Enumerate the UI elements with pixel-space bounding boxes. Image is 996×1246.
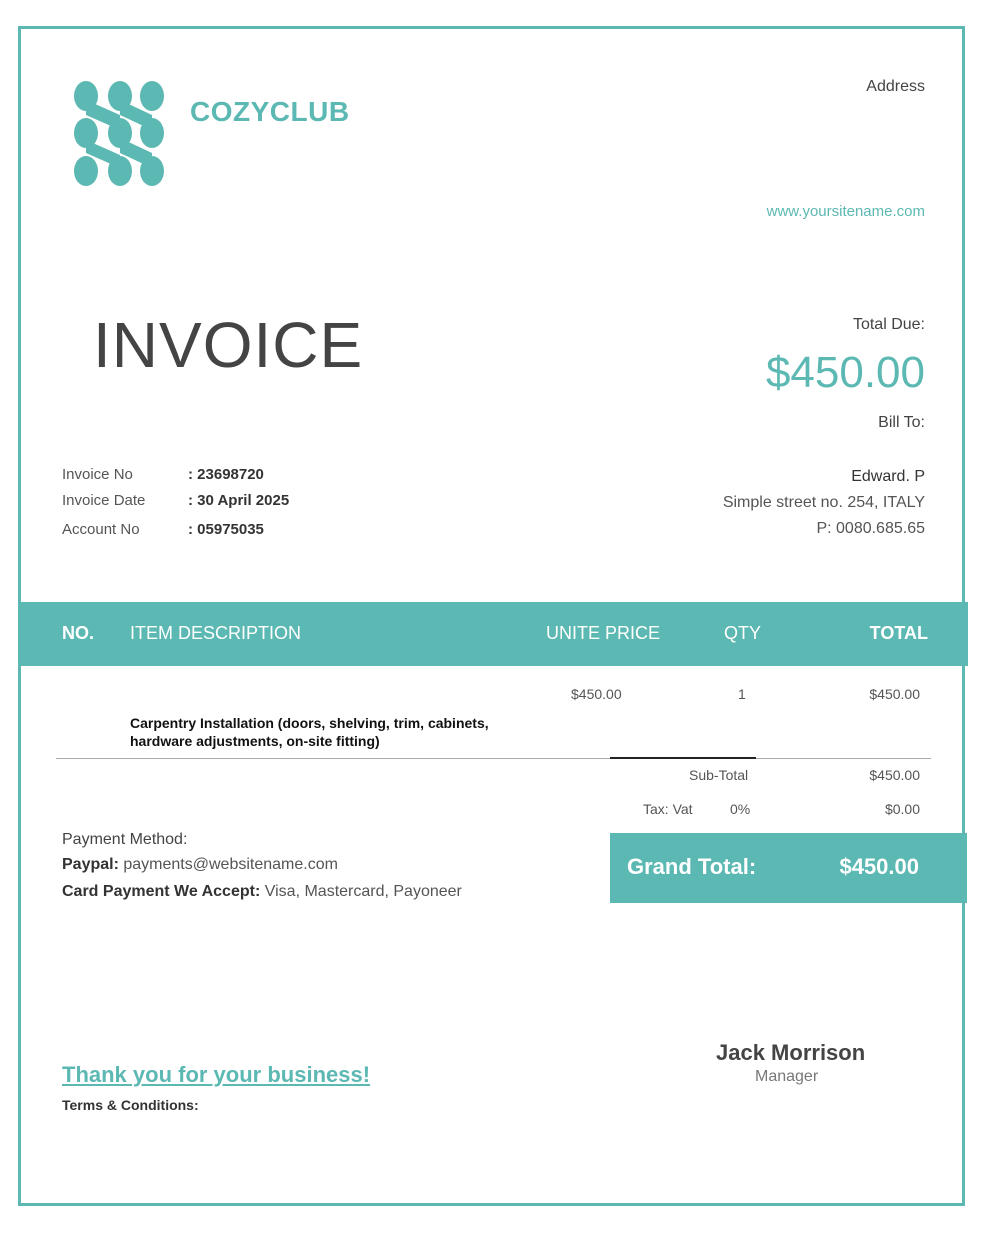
table-divider — [56, 758, 931, 759]
total-due-label: Total Due: — [852, 316, 925, 333]
company-address: Address — [866, 78, 925, 95]
dot-grid-logo-icon — [72, 80, 168, 188]
grand-total-value: $450.00 — [839, 854, 919, 879]
items-table-header — [18, 602, 968, 666]
account-no-value: : 05975035 — [188, 521, 264, 538]
card-payment-line — [62, 883, 462, 901]
row-qty: 1 — [738, 686, 746, 702]
header-qty: QTY — [724, 623, 762, 643]
row-unit-price: $450.00 — [571, 686, 622, 702]
bill-to-block — [723, 464, 925, 542]
total-due-amount: $450.00 — [765, 348, 925, 397]
bill-to-label: Bill To: — [878, 414, 925, 431]
invoice-date-label: Invoice Date — [62, 492, 146, 509]
subtotal-label: Sub-Total — [689, 767, 749, 783]
signer-role: Manager — [755, 1068, 819, 1085]
invoice-no-value: : 23698720 — [188, 466, 264, 483]
row-total: $450.00 — [869, 686, 920, 702]
row-description: Carpentry Installation (doors, shelving, trim, cabinets, hardware adjustments, on-site fitting) — [130, 715, 489, 749]
header-no: NO. — [62, 623, 95, 643]
paypal-line — [62, 856, 338, 874]
terms-conditions-label: Terms & Conditions: — [62, 1097, 199, 1113]
thank-you-message: Thank you for your business! — [62, 1062, 371, 1087]
tax-rate: 0% — [730, 801, 751, 817]
header-description: ITEM DESCRIPTION — [130, 623, 302, 643]
header-price: UNITE PRICE — [546, 623, 661, 643]
signer-name: Jack Morrison — [716, 1040, 866, 1065]
brand-name: COZYCLUB — [190, 96, 350, 127]
invoice-title: INVOICE — [93, 309, 364, 381]
grand-total-box — [610, 833, 967, 903]
table-divider-accent — [610, 757, 756, 759]
header-total: TOTAL — [869, 623, 928, 643]
tax-value: $0.00 — [884, 801, 920, 817]
invoice-no-label: Invoice No — [62, 466, 133, 483]
paypal-label: Paypal: — [62, 856, 119, 873]
bill-to-name: Edward. P — [851, 468, 925, 485]
tax-label: Tax: Vat — [643, 801, 693, 817]
grand-total-label: Grand Total: — [627, 854, 757, 879]
account-no-label: Account No — [62, 521, 140, 538]
card-payment-value: Visa, Mastercard, Payoneer — [264, 883, 462, 900]
paypal-email[interactable]: payments@websitename.com — [123, 856, 338, 873]
payment-method-title: Payment Method: — [62, 831, 188, 848]
website-link[interactable]: www.yoursitename.com — [766, 203, 925, 220]
bill-to-address: Simple street no. 254, ITALY — [722, 494, 925, 511]
subtotal-value: $450.00 — [869, 767, 920, 783]
card-payment-label: Card Payment We Accept: — [62, 883, 261, 900]
bill-to-phone: P: 0080.685.65 — [816, 520, 925, 537]
invoice-date-value: : 30 April 2025 — [188, 492, 290, 509]
